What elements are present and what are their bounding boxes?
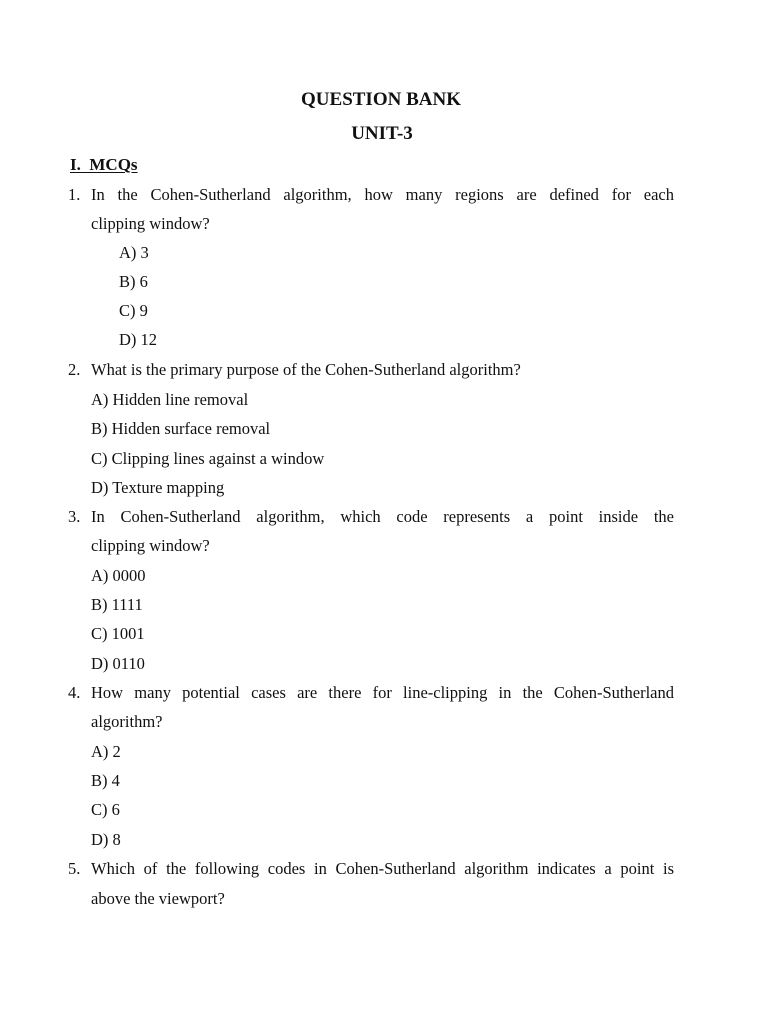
question-text-continued: algorithm? xyxy=(91,712,163,731)
question-number: 3. xyxy=(68,507,81,526)
answer-option: C) 1001 xyxy=(91,624,145,643)
question-text-continued: above the viewport? xyxy=(91,889,225,908)
answer-option: B) 6 xyxy=(119,272,148,291)
section-heading-mcqs: I. MCQs xyxy=(70,155,138,174)
question-text: Which of the following codes in Cohen-Sutherland algorithm indicates a point is xyxy=(91,859,674,878)
question-text: What is the primary purpose of the Cohen-Sutherland algorithm? xyxy=(91,360,521,379)
answer-option: C) Clipping lines against a window xyxy=(91,449,325,468)
question-text-continued: clipping window? xyxy=(91,214,210,233)
question-number: 5. xyxy=(68,859,81,878)
answer-option: B) Hidden surface removal xyxy=(91,419,271,438)
answer-option: A) 0000 xyxy=(91,566,146,585)
page-title: QUESTION BANK xyxy=(301,89,461,110)
answer-option: D) 8 xyxy=(91,830,121,849)
answer-option: C) 6 xyxy=(91,800,120,819)
question-number: 2. xyxy=(68,360,81,379)
unit-heading: UNIT-3 xyxy=(351,123,413,144)
question-text: How many potential cases are there for line-clipping in the Cohen-Sutherland xyxy=(91,683,674,702)
answer-option: A) 3 xyxy=(119,243,149,262)
question-text: In Cohen-Sutherland algorithm, which code represents a point inside the xyxy=(91,507,674,526)
answer-option: A) 2 xyxy=(91,742,121,761)
question-text: In the Cohen-Sutherland algorithm, how many regions are defined for each xyxy=(91,185,674,204)
answer-option: A) Hidden line removal xyxy=(91,390,249,409)
answer-option: D) 12 xyxy=(119,330,158,349)
answer-option: C) 9 xyxy=(119,301,148,320)
answer-option: D) 0110 xyxy=(91,654,145,673)
question-text-continued: clipping window? xyxy=(91,536,210,555)
answer-option: B) 4 xyxy=(91,771,120,790)
answer-option: D) Texture mapping xyxy=(91,478,225,497)
question-number: 1. xyxy=(68,185,81,204)
question-number: 4. xyxy=(68,683,81,702)
answer-option: B) 1111 xyxy=(91,595,143,614)
